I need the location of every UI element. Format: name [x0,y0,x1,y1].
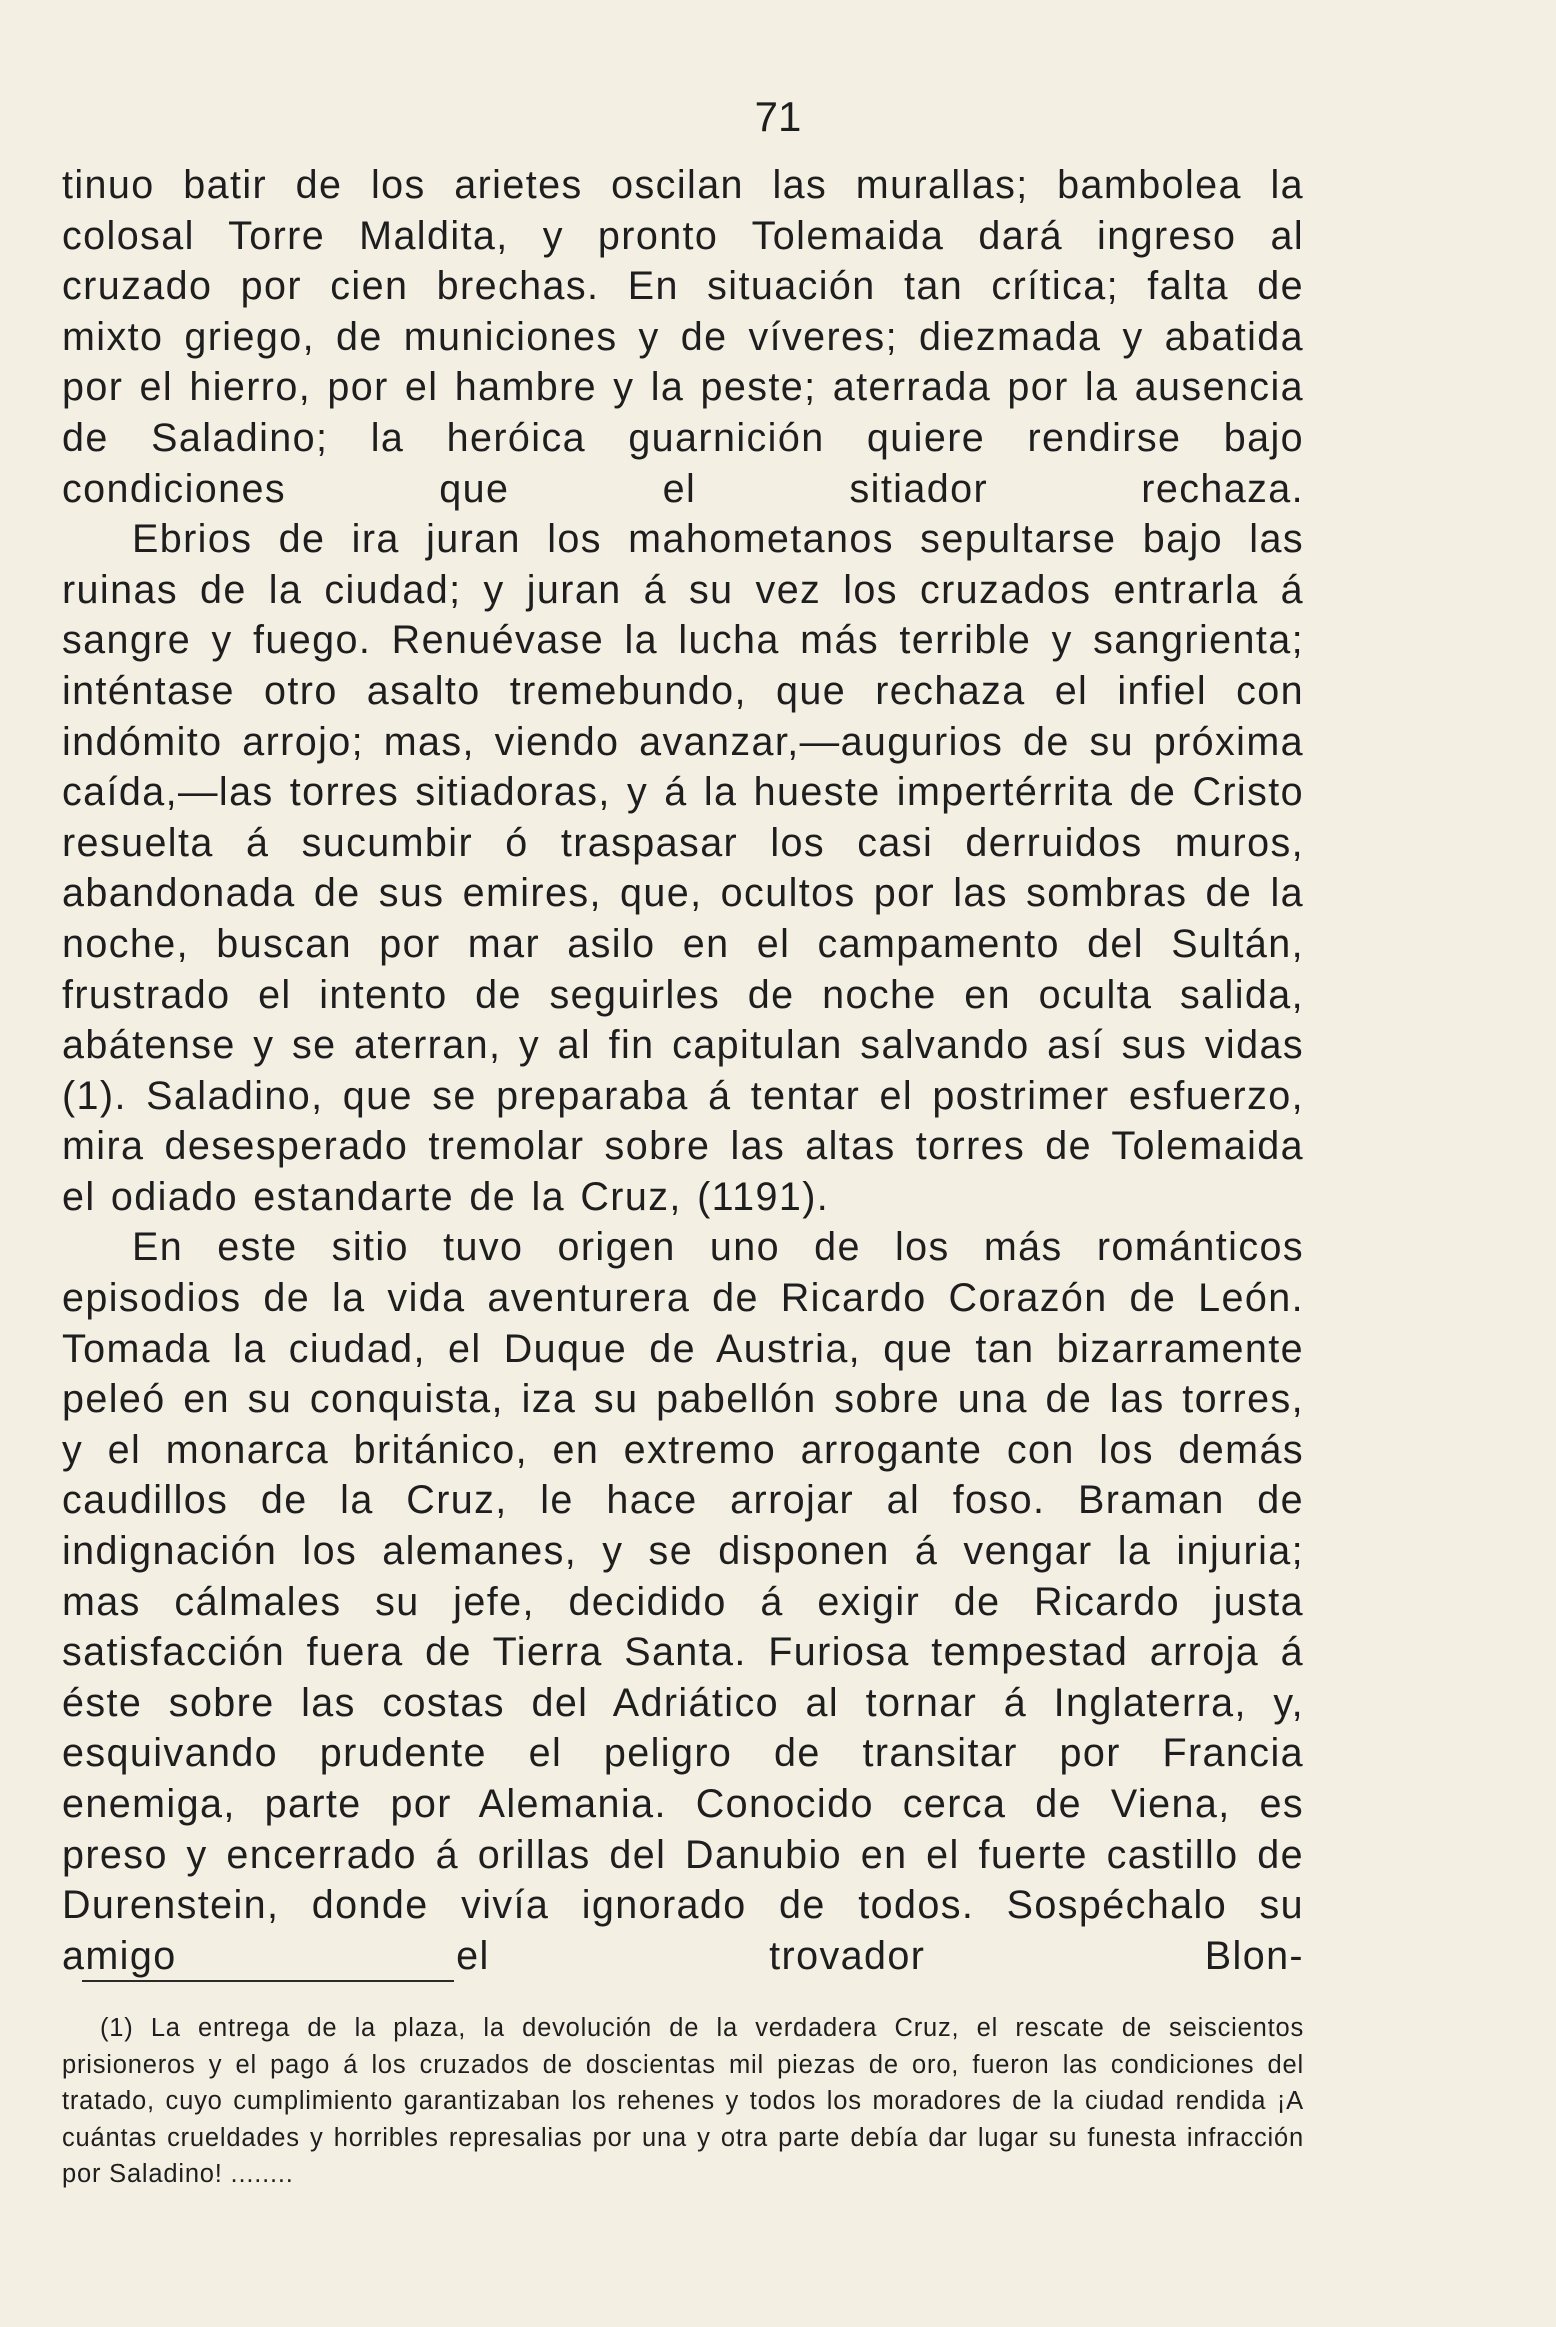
paragraph-continuation: tinuo batir de los arietes oscilan las murallas; bambolea la colosal Torre Maldita, y pronto Tolemaida dará ingreso al cruzado por cien brechas. En situación tan crítica; falta de mixto griego, de municiones y de víveres; diezmada y abatida por el hierro, por el hambre y la peste; aterrada por la ausencia de Saladino; la heróica guarnición quiere rendirse bajo condiciones que el sitiador rechaza. [62,163,1304,511]
paragraph-siege: Ebrios de ira juran los mahometanos sepultarse bajo las ruinas de la ciudad; y juran á su vez los cruzados entrarla á sangre y fuego. Renuévase la lucha más terrible y sangrienta; inténtase otro asalto tremebundo, que rechaza el infiel con indómito arrojo; mas, viendo avanzar,—augurios de su próxima caída,—las torres sitiadoras, y á la hueste impertérrita de Cristo resuelta á sucumbir ó traspasar los casi derruidos muros, abandonada de sus emires, que, ocultos por las sombras de la noche, buscan por mar asilo en el campamento del Sultán, frustrado el intento de seguirles de noche en oculta salida, abátense y se aterran, y al fin capitulan salvando así sus vidas (1). Saladino, que se preparaba á tentar el postrimer esfuerzo, mira desesperado tremolar sobre las altas torres de Tolemaida el odiado estandarte de la Cruz, (1191). [62,517,1304,1219]
main-text [62,160,1304,1981]
page-number: 71 [754,93,802,140]
footnote-divider [82,1980,454,1982]
paragraph-ricardo: En este sitio tuvo origen uno de los más románticos episodios de la vida aventurera de Ricardo Corazón de León. Tomada la ciudad, el Duque de Austria, que tan bizarramente peleó en su conquista, iza su pabellón sobre una de las torres, y el monarca británico, en extremo arrogante con los demás caudillos de la Cruz, le hace arrojar al foso. Braman de indignación los alemanes, y se disponen á vengar la injuria; mas cálmales su jefe, decidido á exigir de Ricardo justa satisfacción fuera de Tierra Santa. Furiosa tempestad arroja á éste sobre las costas del Adriático al tornar á Inglaterra, y, esquivando prudente el peligro de transitar por Francia enemiga, parte por Alemania. Conocido cerca de Viena, es preso y encerrado á orillas del Danubio en el fuerte castillo de Durenstein, donde vivía ignorado de todos. Sospéchalo su amigo el trovador Blon- [62,1225,1304,1978]
footnote: (1) La entrega de la plaza, la devolución de la verdadera Cruz, el rescate de seiscientos prisioneros y el pago á los cruzados de doscientas mil piezas de oro, fueron las condiciones del tratado, cuyo cumplimiento garantizaban los rehenes y todos los moradores de la ciudad rendida ¡A cuántas crueldades y horribles represalias por una y otra parte debía dar lugar su funesta infracción por Saladino! ........ [62,2014,1304,2188]
